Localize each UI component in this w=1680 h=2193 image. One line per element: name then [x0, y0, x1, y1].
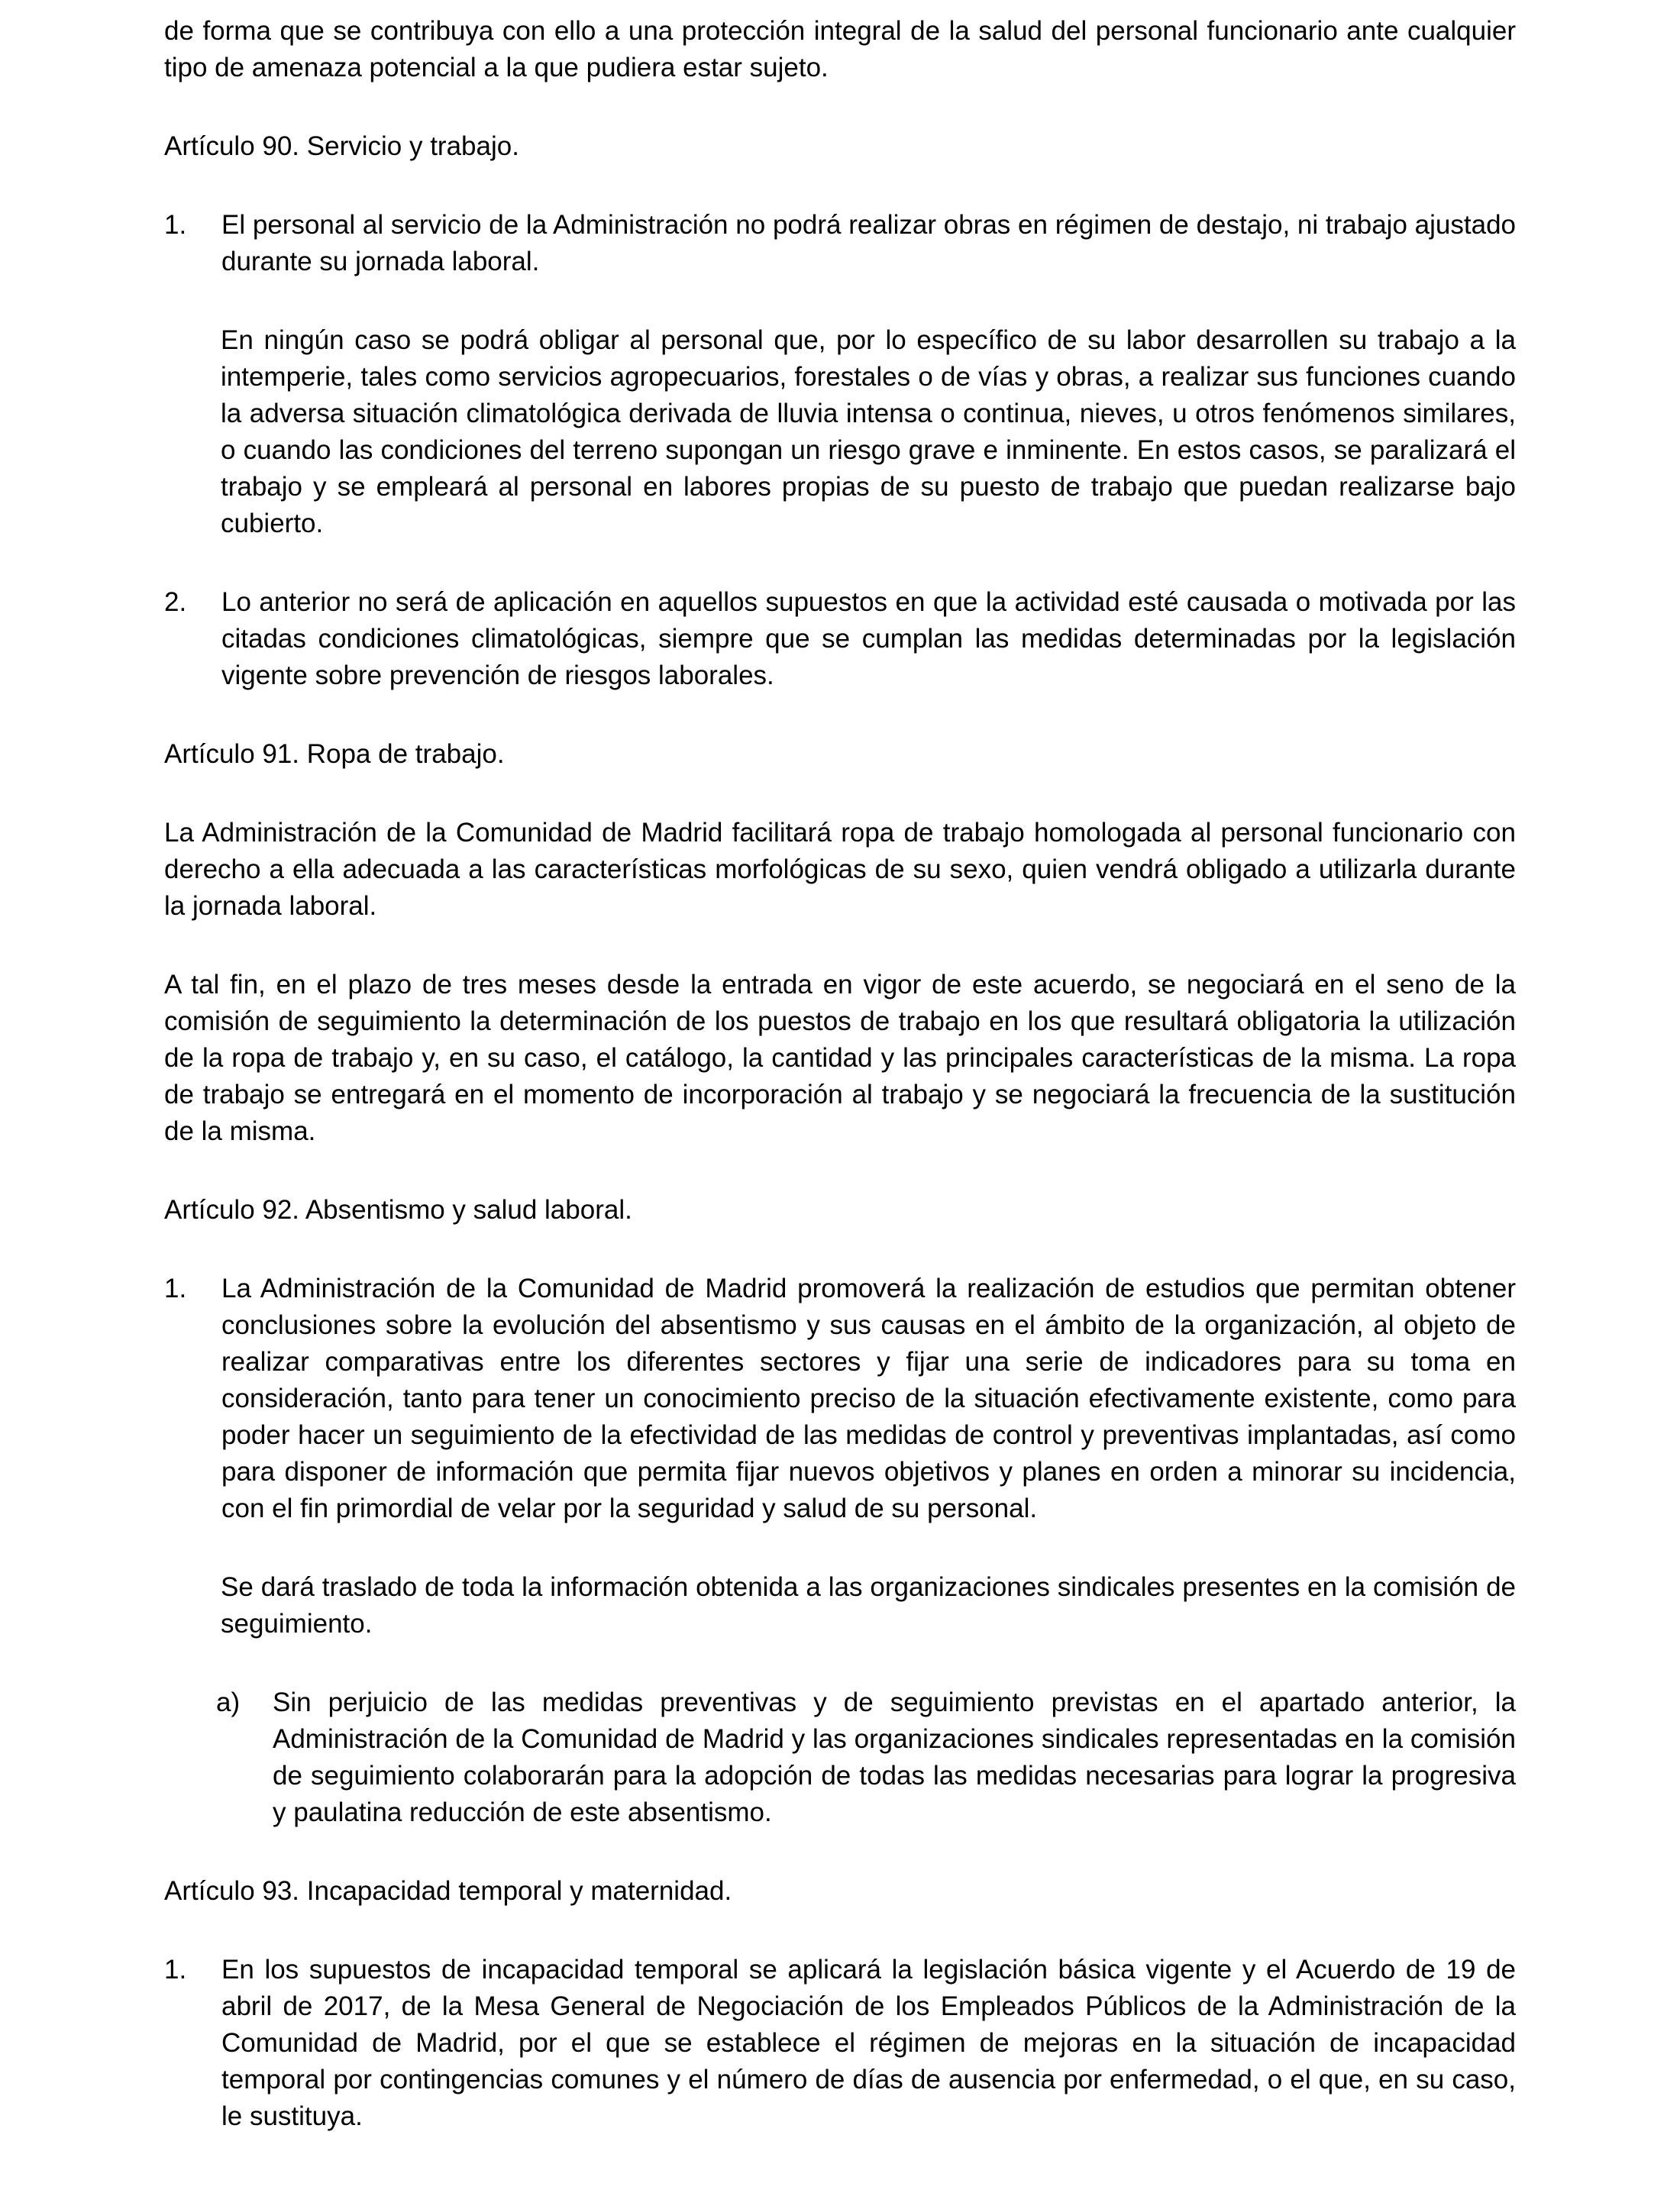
- numbered-item-1: [164, 207, 1516, 280]
- paragraph-continuation: de forma que se contribuya con ello a una protección integral de la salud del personal funcionario ante cualquier tipo de amenaza potencial a la que pudiera estar sujeto.: [164, 16, 1516, 82]
- item-text: La Administración de la Comunidad de Madrid promoverá la realización de estudios que permitan obtener conclusiones sobre la evolución del absentismo y sus causas en el ámbito de la organización, al objeto de realizar comparativas entre los diferentes sectores y fijar una serie de indicadores para su toma en consideración, tanto para tener un conocimiento preciso de la situación efectivamente existente, como para poder hacer un seguimiento de la efectividad de las medidas de control y preventivas implantadas, así como para disponer de información que permita fijar nuevos objetivos y planes en orden a minorar su incidencia, con el fin primordial de velar por la seguridad y salud de su personal.: [221, 1274, 1516, 1523]
- item-text: Sin perjuicio de las medidas preventivas y de seguimiento previstas en el apartado anterior, la Administración de la Comunidad de Madrid y las organizaciones sindicales representadas en la comisión de seguimiento colaborarán para la adopción de todas las medidas necesarias para lograr la progresiva y paulatina reducción de este absentismo.: [273, 1688, 1516, 1827]
- indented-paragraph: Se dará traslado de toda la información obtenida a las organizaciones sindicales presentes en la comisión de seguimiento.: [221, 1572, 1516, 1639]
- numbered-item-2: [164, 584, 1516, 694]
- item-text: Lo anterior no será de aplicación en aquellos supuestos en que la actividad esté causada o motivada por las citadas condiciones climatológicas, siempre que se cumplan las medidas determinadas por la legislación vigente sobre prevención de riesgos laborales.: [221, 587, 1516, 690]
- item-text: En los supuestos de incapacidad temporal se aplicará la legislación básica vigente y el Acuerdo de 19 de abril de 2017, de la Mesa General de Negociación de los Empleados Públicos de la Administración de la Comunidad de Madrid, por el que se establece el régimen de mejoras en la situación de incapacidad temporal por contingencias comunes y el número de días de ausencia por enfermedad, o el que, en su caso, le sustituya.: [221, 1955, 1516, 2131]
- item-number: 1.: [164, 210, 187, 240]
- heading-articulo-92: Artículo 92. Absentismo y salud laboral.: [164, 1195, 632, 1225]
- heading-articulo-91: Artículo 91. Ropa de trabajo.: [164, 739, 505, 769]
- item-number: 1.: [164, 1955, 187, 1985]
- numbered-item-1: [164, 1952, 1516, 2135]
- item-number: 1.: [164, 1274, 187, 1303]
- heading-articulo-90: Artículo 90. Servicio y trabajo.: [164, 131, 519, 161]
- numbered-item-1: [164, 1271, 1516, 1527]
- heading-articulo-93: Artículo 93. Incapacidad temporal y maternidad.: [164, 1876, 732, 1906]
- paragraph: La Administración de la Comunidad de Madrid facilitará ropa de trabajo homologada al personal funcionario con derecho a ella adecuada a las características morfológicas de su sexo, quien vendrá obligado a utilizarla durante la jornada laboral.: [164, 818, 1516, 921]
- item-letter: a): [216, 1688, 241, 1717]
- item-text: El personal al servicio de la Administración no podrá realizar obras en régimen de destajo, ni trabajo ajustado durante su jornada laboral.: [221, 210, 1516, 276]
- lettered-item-a: [216, 1684, 1516, 1831]
- item-number: 2.: [164, 587, 187, 617]
- paragraph: A tal fin, en el plazo de tres meses desde la entrada en vigor de este acuerdo, se negociará en el seno de la comisión de seguimiento la determinación de los puestos de trabajo en los que resultará obligatoria la utilización de la ropa de trabajo y, en su caso, el catálogo, la cantidad y las principales características de la misma. La ropa de trabajo se entregará en el momento de incorporación al trabajo y se negociará la frecuencia de la sustitución de la misma.: [164, 970, 1516, 1146]
- indented-paragraph: En ningún caso se podrá obligar al personal que, por lo específico de su labor desarrollen su trabajo a la intemperie, tales como servicios agropecuarios, forestales o de vías y obras, a realizar sus funciones cuando la adversa situación climatológica derivada de lluvia intensa o continua, nieves, u otros fenómenos similares, o cuando las condiciones del terreno supongan un riesgo grave e inminente. En estos casos, se paralizará el trabajo y se empleará al personal en labores propias de su puesto de trabajo que puedan realizarse bajo cubierto.: [221, 325, 1516, 538]
